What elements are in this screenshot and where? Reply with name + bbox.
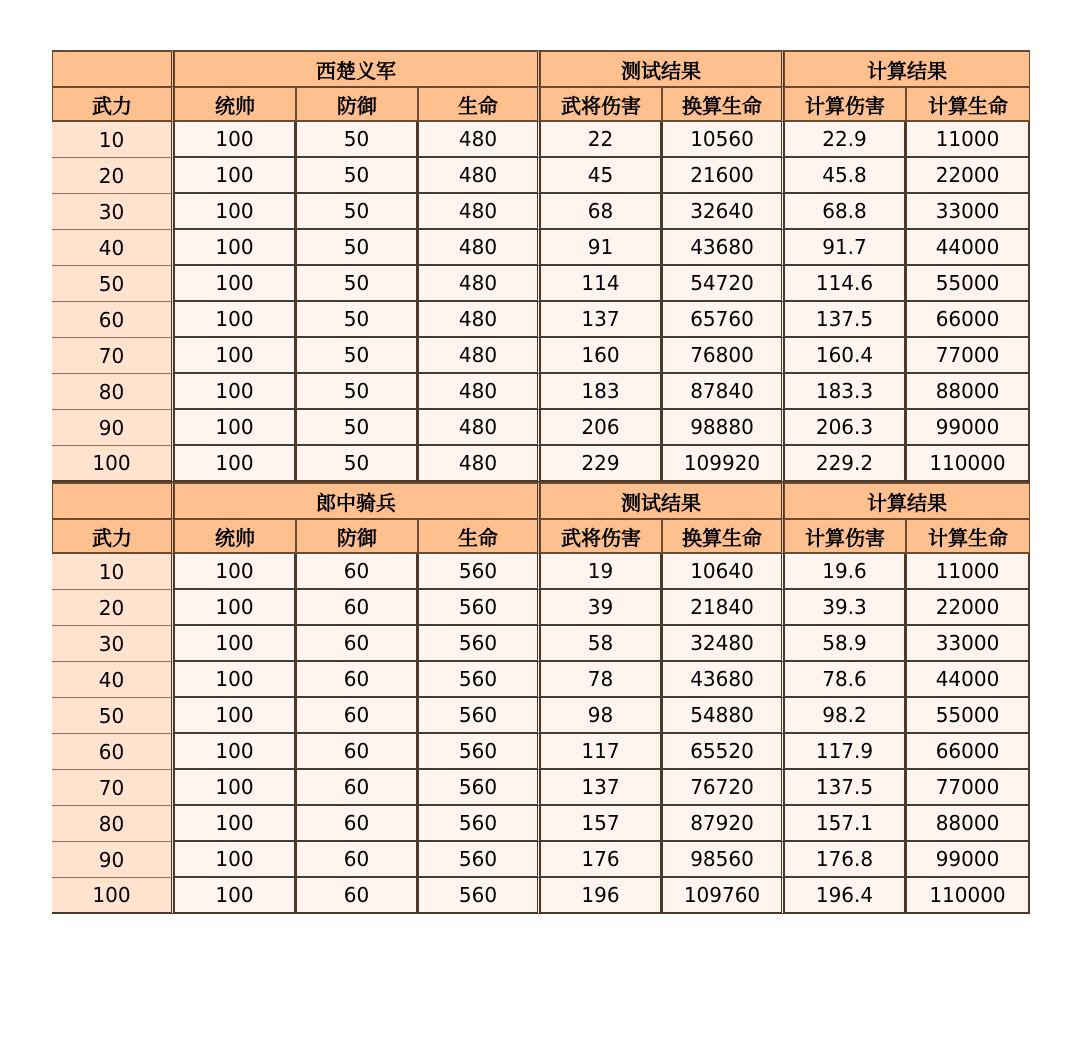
- table-cell: 100: [174, 302, 296, 338]
- table-cell: 50: [296, 158, 418, 194]
- table-cell: 100: [174, 806, 296, 842]
- table-cell: 22.9: [784, 122, 906, 158]
- table-cell: 100: [174, 410, 296, 446]
- table-cell: 32640: [662, 194, 784, 230]
- table-cell: 480: [418, 374, 540, 410]
- table-cell: 60: [296, 698, 418, 734]
- table-cell: 77000: [906, 770, 1030, 806]
- table-row: [52, 194, 1030, 230]
- table-row: [52, 842, 1030, 878]
- column-header-row: [52, 518, 1030, 554]
- table-cell: 65760: [662, 302, 784, 338]
- table-cell: 114.6: [784, 266, 906, 302]
- table-cell: 480: [418, 410, 540, 446]
- table-cell: 60: [296, 662, 418, 698]
- table-cell: 98560: [662, 842, 784, 878]
- force-value-cell: 10: [52, 122, 174, 158]
- table-cell: 11000: [906, 554, 1030, 590]
- column-header: 计算生命: [906, 518, 1030, 554]
- table-cell: 480: [418, 122, 540, 158]
- table-row: [52, 554, 1030, 590]
- table-row: [52, 338, 1030, 374]
- table-cell: 33000: [906, 626, 1030, 662]
- column-header: 计算伤害: [784, 86, 906, 122]
- table-cell: 50: [296, 302, 418, 338]
- table-cell: 480: [418, 230, 540, 266]
- table-cell: 21600: [662, 158, 784, 194]
- table-cell: 43680: [662, 230, 784, 266]
- column-header: 武将伤害: [540, 518, 662, 554]
- table-cell: 68: [540, 194, 662, 230]
- table-cell: 100: [174, 122, 296, 158]
- table-cell: 100: [174, 698, 296, 734]
- column-header: 防御: [296, 518, 418, 554]
- table-cell: 44000: [906, 230, 1030, 266]
- table-cell: 560: [418, 842, 540, 878]
- table-cell: 480: [418, 194, 540, 230]
- table-cell: 98880: [662, 410, 784, 446]
- table-cell: 229: [540, 446, 662, 482]
- table-row: [52, 374, 1030, 410]
- force-value-cell: 90: [52, 410, 174, 446]
- force-value-cell: 70: [52, 770, 174, 806]
- force-value-cell: 30: [52, 194, 174, 230]
- table-cell: 60: [296, 878, 418, 914]
- table-cell: 58: [540, 626, 662, 662]
- table-cell: 19: [540, 554, 662, 590]
- column-header: 武将伤害: [540, 86, 662, 122]
- table-cell: 68.8: [784, 194, 906, 230]
- table-cell: 91: [540, 230, 662, 266]
- table-cell: 50: [296, 194, 418, 230]
- table-cell: 50: [296, 266, 418, 302]
- table-cell: 58.9: [784, 626, 906, 662]
- table-cell: 55000: [906, 698, 1030, 734]
- table-cell: 480: [418, 266, 540, 302]
- table-row: [52, 698, 1030, 734]
- table-cell: 87840: [662, 374, 784, 410]
- table-cell: 65520: [662, 734, 784, 770]
- table-cell: 100: [174, 554, 296, 590]
- table-row: [52, 266, 1030, 302]
- test-result-header: 测试结果: [540, 482, 784, 518]
- calc-result-header: 计算结果: [784, 482, 1030, 518]
- table-cell: 117: [540, 734, 662, 770]
- group-header-blank: [52, 50, 174, 86]
- table-cell: 100: [174, 590, 296, 626]
- table-cell: 98: [540, 698, 662, 734]
- force-value-cell: 30: [52, 626, 174, 662]
- table-cell: 98.2: [784, 698, 906, 734]
- table-cell: 196: [540, 878, 662, 914]
- column-header: 生命: [418, 518, 540, 554]
- table-cell: 50: [296, 122, 418, 158]
- force-value-cell: 90: [52, 842, 174, 878]
- force-value-cell: 50: [52, 266, 174, 302]
- table-cell: 560: [418, 590, 540, 626]
- table-cell: 60: [296, 770, 418, 806]
- table-cell: 100: [174, 770, 296, 806]
- table-cell: 54720: [662, 266, 784, 302]
- table-cell: 117.9: [784, 734, 906, 770]
- table-cell: 480: [418, 302, 540, 338]
- table-cell: 100: [174, 626, 296, 662]
- force-value-cell: 70: [52, 338, 174, 374]
- table-row: [52, 626, 1030, 662]
- table-cell: 100: [174, 878, 296, 914]
- table-cell: 99000: [906, 842, 1030, 878]
- table-row: [52, 878, 1030, 914]
- table-cell: 19.6: [784, 554, 906, 590]
- column-header: 换算生命: [662, 86, 784, 122]
- table-cell: 137: [540, 770, 662, 806]
- force-value-cell: 10: [52, 554, 174, 590]
- group-header-row: [52, 50, 1030, 86]
- table-cell: 109760: [662, 878, 784, 914]
- table-cell: 100: [174, 158, 296, 194]
- table-cell: 560: [418, 806, 540, 842]
- table-cell: 560: [418, 734, 540, 770]
- table-cell: 78: [540, 662, 662, 698]
- table-cell: 39.3: [784, 590, 906, 626]
- table-cell: 229.2: [784, 446, 906, 482]
- table-cell: 110000: [906, 878, 1030, 914]
- table-cell: 50: [296, 338, 418, 374]
- force-value-cell: 60: [52, 302, 174, 338]
- force-value-cell: 40: [52, 230, 174, 266]
- table-cell: 88000: [906, 806, 1030, 842]
- table-cell: 137.5: [784, 302, 906, 338]
- table-row: [52, 662, 1030, 698]
- column-header-row: [52, 86, 1030, 122]
- table-cell: 10640: [662, 554, 784, 590]
- table-cell: 39: [540, 590, 662, 626]
- table-cell: 560: [418, 626, 540, 662]
- table-row: [52, 806, 1030, 842]
- table-cell: 77000: [906, 338, 1030, 374]
- table-cell: 100: [174, 266, 296, 302]
- column-header: 计算生命: [906, 86, 1030, 122]
- force-value-cell: 50: [52, 698, 174, 734]
- table-cell: 54880: [662, 698, 784, 734]
- table-row: [52, 446, 1030, 482]
- table-cell: 206.3: [784, 410, 906, 446]
- test-result-header: 测试结果: [540, 50, 784, 86]
- table-cell: 480: [418, 338, 540, 374]
- table-cell: 100: [174, 734, 296, 770]
- column-header: 换算生命: [662, 518, 784, 554]
- force-value-cell: 100: [52, 878, 174, 914]
- table-cell: 176: [540, 842, 662, 878]
- table-cell: 206: [540, 410, 662, 446]
- table-cell: 157.1: [784, 806, 906, 842]
- table-cell: 60: [296, 842, 418, 878]
- force-value-cell: 20: [52, 158, 174, 194]
- table-cell: 100: [174, 662, 296, 698]
- column-header: 武力: [52, 518, 174, 554]
- group-header-blank: [52, 482, 174, 518]
- table-cell: 22: [540, 122, 662, 158]
- table-cell: 78.6: [784, 662, 906, 698]
- force-value-cell: 40: [52, 662, 174, 698]
- table-cell: 196.4: [784, 878, 906, 914]
- table-row: [52, 770, 1030, 806]
- table-cell: 43680: [662, 662, 784, 698]
- table-cell: 560: [418, 770, 540, 806]
- table-cell: 157: [540, 806, 662, 842]
- stats-table: [52, 50, 1030, 914]
- table-cell: 183: [540, 374, 662, 410]
- stats-table-container: [52, 50, 1030, 914]
- unit-name-header: 西楚义军: [174, 50, 540, 86]
- table-cell: 87920: [662, 806, 784, 842]
- table-row: [52, 302, 1030, 338]
- table-cell: 60: [296, 806, 418, 842]
- table-cell: 50: [296, 446, 418, 482]
- group-header-row: [52, 482, 1030, 518]
- table-cell: 66000: [906, 302, 1030, 338]
- force-value-cell: 20: [52, 590, 174, 626]
- column-header: 防御: [296, 86, 418, 122]
- table-cell: 160.4: [784, 338, 906, 374]
- table-cell: 55000: [906, 266, 1030, 302]
- table-cell: 100: [174, 842, 296, 878]
- table-cell: 100: [174, 230, 296, 266]
- table-cell: 137: [540, 302, 662, 338]
- unit-name-header: 郎中骑兵: [174, 482, 540, 518]
- table-cell: 11000: [906, 122, 1030, 158]
- table-cell: 22000: [906, 590, 1030, 626]
- table-cell: 176.8: [784, 842, 906, 878]
- table-cell: 21840: [662, 590, 784, 626]
- table-cell: 45.8: [784, 158, 906, 194]
- column-header: 生命: [418, 86, 540, 122]
- column-header: 统帅: [174, 86, 296, 122]
- column-header: 武力: [52, 86, 174, 122]
- table-row: [52, 230, 1030, 266]
- table-cell: 10560: [662, 122, 784, 158]
- table-cell: 137.5: [784, 770, 906, 806]
- force-value-cell: 80: [52, 374, 174, 410]
- table-cell: 50: [296, 374, 418, 410]
- table-cell: 560: [418, 878, 540, 914]
- table-cell: 99000: [906, 410, 1030, 446]
- force-value-cell: 60: [52, 734, 174, 770]
- table-cell: 480: [418, 158, 540, 194]
- table-cell: 60: [296, 554, 418, 590]
- table-cell: 33000: [906, 194, 1030, 230]
- table-cell: 50: [296, 410, 418, 446]
- calc-result-header: 计算结果: [784, 50, 1030, 86]
- table-row: [52, 410, 1030, 446]
- table-cell: 110000: [906, 446, 1030, 482]
- table-cell: 44000: [906, 662, 1030, 698]
- table-cell: 32480: [662, 626, 784, 662]
- table-cell: 45: [540, 158, 662, 194]
- table-cell: 22000: [906, 158, 1030, 194]
- table-cell: 100: [174, 194, 296, 230]
- table-cell: 50: [296, 230, 418, 266]
- table-row: [52, 734, 1030, 770]
- column-header: 计算伤害: [784, 518, 906, 554]
- stats-table-body: [52, 50, 1030, 914]
- table-cell: 114: [540, 266, 662, 302]
- table-cell: 88000: [906, 374, 1030, 410]
- force-value-cell: 100: [52, 446, 174, 482]
- table-cell: 76720: [662, 770, 784, 806]
- table-cell: 160: [540, 338, 662, 374]
- table-cell: 100: [174, 446, 296, 482]
- table-row: [52, 158, 1030, 194]
- column-header: 统帅: [174, 518, 296, 554]
- table-cell: 60: [296, 590, 418, 626]
- table-cell: 480: [418, 446, 540, 482]
- table-row: [52, 122, 1030, 158]
- table-cell: 183.3: [784, 374, 906, 410]
- table-cell: 76800: [662, 338, 784, 374]
- table-cell: 560: [418, 662, 540, 698]
- table-cell: 109920: [662, 446, 784, 482]
- table-cell: 560: [418, 698, 540, 734]
- table-cell: 100: [174, 374, 296, 410]
- force-value-cell: 80: [52, 806, 174, 842]
- table-cell: 100: [174, 338, 296, 374]
- table-cell: 66000: [906, 734, 1030, 770]
- table-cell: 560: [418, 554, 540, 590]
- table-cell: 60: [296, 626, 418, 662]
- table-cell: 60: [296, 734, 418, 770]
- table-cell: 91.7: [784, 230, 906, 266]
- table-row: [52, 590, 1030, 626]
